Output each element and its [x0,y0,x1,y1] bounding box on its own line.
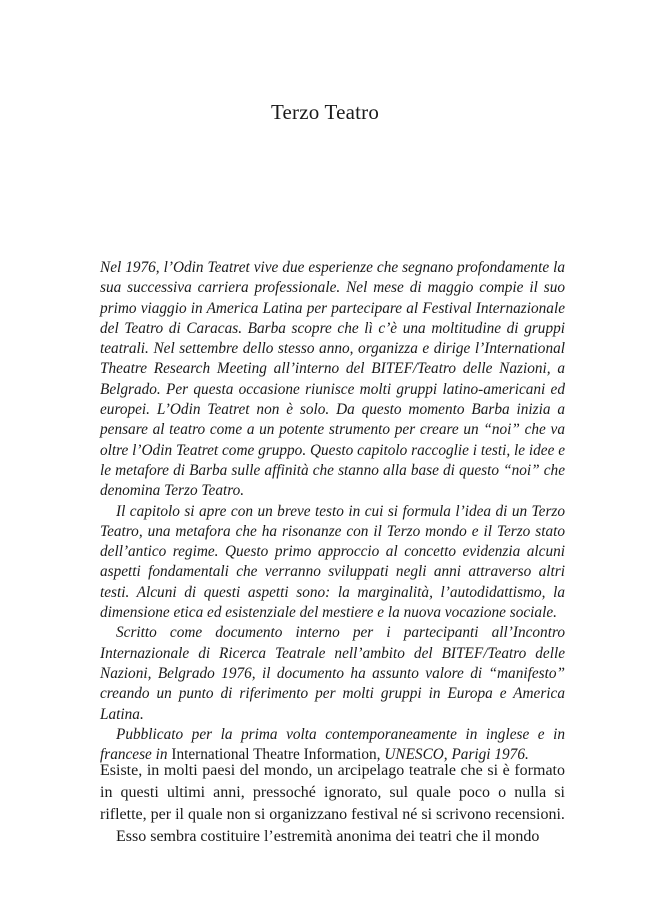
body-paragraph-2: Esso sembra costituire l’estremità anonima dei teatri che il mondo [116,828,540,845]
intro-paragraph-3: Scritto come documento interno per i partecipanti all’Incontro Internazionale di Ricerca Teatrale nell’ambito del BITEF/Teatro delle Nazioni, Belgrado 1976, il documento ha assunto valore di “manifesto” creando un punto di riferimento per molti gruppi in Europa e America Latina. [100,624,565,723]
chapter-introduction [100,258,565,765]
publication-place: , UNESCO, Parigi 1976. [376,746,529,764]
publication-note: Pubblicato per la prima volta contemporaneamente in inglese e in francese in [100,725,565,764]
body-paragraph-1: Esiste, in molti paesi del mondo, un arcipelago teatrale che si è formato in questi ultimi anni, pressoché ignorato, sul quale poco o nulla si riflette, per il quale non si organizzano festival né si scrivono recensioni. [100,762,565,823]
chapter-title: Terzo Teatro [270,100,380,124]
intro-paragraph-2: Il capitolo si apre con un breve testo in cui si formula l’idea di un Terzo Teatro, una metafora che ha risonanze con il Terzo mondo e il Terzo stato dell’antico regime. Questo primo approccio al concetto evidenzia alcuni aspetti fondamentali che verranno sviluppati negli anni attraverso altri testi. Alcuni di questi aspetti sono: la marginalità, l’autodidattismo, la dimensione etica ed esistenziale del mestiere e la nuova vocazione sociale. [100,502,565,622]
chapter-body-text [100,760,565,848]
publication-source: International Theatre Information [171,746,377,764]
intro-paragraph-1: Nel 1976, l’Odin Teatret vive due esperienze che segnano profondamente la sua successiva carriera professionale. Nel mese di maggio compie il suo primo viaggio in America Latina per partecipare al Festival Internazionale del Teatro di Caracas. Barba scopre che lì c’è una moltitudine di gruppi teatrali. Nel settembre dello stesso anno, organizza e dirige l’International Theatre Research Meeting all’interno del BITEF/Teatro delle Nazioni, a Belgrado. Per questa occasione riunisce molti gruppi latino-americani ed europei. L’Odin Teatret non è solo. Da questo momento Barba inizia a pensare al teatro come a un potente strumento per creare un “noi” che va oltre l’Odin Teatret come gruppo. Questo capitolo raccoglie i testi, le idee e le metafore di Barba sulle affinità che stanno alla base di questo “noi” che denomina Terzo Teatro. [100,259,565,500]
